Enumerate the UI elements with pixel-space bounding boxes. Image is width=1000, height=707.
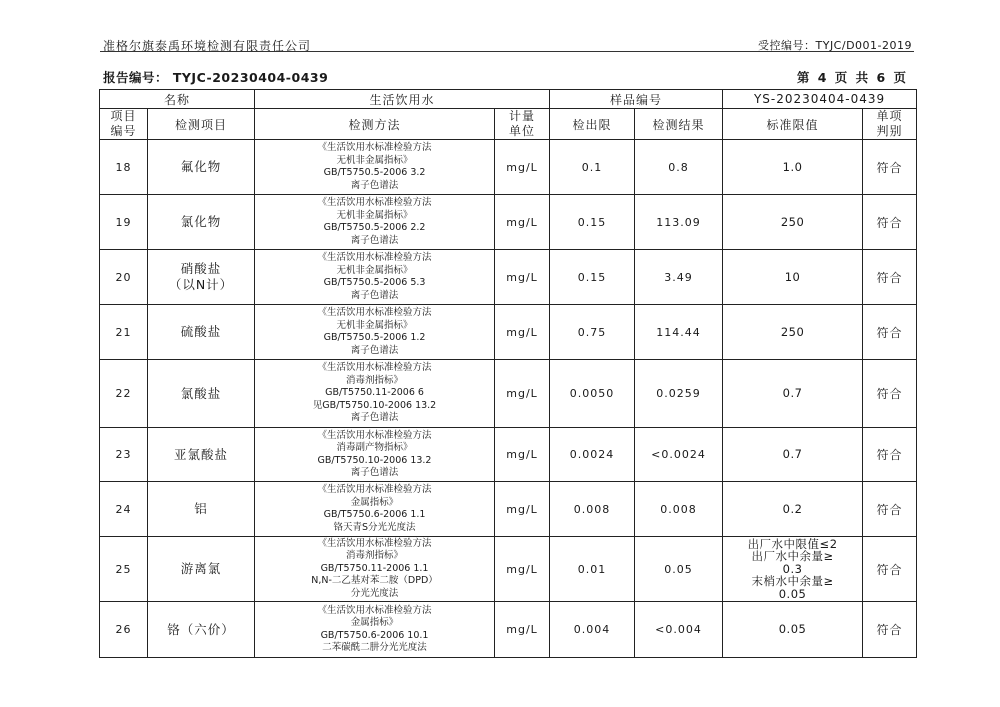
item-number: 24 xyxy=(100,482,148,537)
judgement: 符合 xyxy=(863,482,917,537)
judgement: 符合 xyxy=(863,195,917,250)
text-line: 《生活饮用水标准检验方法 xyxy=(317,252,432,263)
text-line: 离子色谱法 xyxy=(350,179,399,191)
text-line: GB/T5750.11-2006 6 xyxy=(325,387,424,399)
company-name: 准格尔旗泰禹环境检测有限责任公司 xyxy=(103,39,312,53)
col-header-standard: 标准限值 xyxy=(723,109,863,140)
text-line: 游离氯 xyxy=(180,561,222,576)
test-method xyxy=(255,428,495,482)
report-number: 报告编号： TYJC-20230404-0439 xyxy=(103,70,329,85)
test-method xyxy=(255,602,495,658)
text-line: 无机非金属指标》 xyxy=(336,319,413,331)
text-line: GB/T5750.5-2006 1.2 xyxy=(323,332,426,343)
item-name xyxy=(148,428,255,482)
item-name xyxy=(148,140,255,195)
unit: mg/L xyxy=(495,140,550,195)
detection-limit: 0.0024 xyxy=(550,428,635,482)
text-line: 分光光度法 xyxy=(350,587,399,599)
test-result: 0.8 xyxy=(635,140,723,195)
judgement: 符合 xyxy=(863,602,917,658)
header-divider xyxy=(100,51,914,52)
test-method xyxy=(255,482,495,537)
judgement: 符合 xyxy=(863,428,917,482)
text-line: 250 xyxy=(780,214,805,229)
item-number: 20 xyxy=(100,250,148,305)
text-line: N,N-二乙基对苯二胺（DPD） xyxy=(311,575,438,587)
control-number: 受控编号：TYJC/D001-2019 xyxy=(758,39,912,52)
judgement: 符合 xyxy=(863,537,917,602)
text-line: 《生活饮用水标准检验方法 xyxy=(317,604,432,616)
col-header-result: 检测结果 xyxy=(635,109,723,140)
table-row xyxy=(100,537,917,602)
col-header-unit: 计量 单位 xyxy=(495,109,550,140)
page-info: 第 4 页 共 6 页 xyxy=(796,70,908,85)
text-line: 《生活饮用水标准检验方法 xyxy=(317,197,432,208)
text-line: 《生活饮用水标准检验方法 xyxy=(317,484,432,495)
standard-limit xyxy=(723,602,863,658)
test-result: <0.0024 xyxy=(635,428,723,482)
test-result: 0.008 xyxy=(635,482,723,537)
item-number: 21 xyxy=(100,305,148,360)
detection-limit: 0.004 xyxy=(550,602,635,658)
text-line: 铬天青S分光光度法 xyxy=(333,521,416,533)
text-line: GB/T5750.5-2006 5.3 xyxy=(323,277,426,288)
test-method xyxy=(255,140,495,195)
judgement: 符合 xyxy=(863,250,917,305)
text-line: 《生活饮用水标准检验方法 xyxy=(317,142,432,153)
detection-limit: 0.15 xyxy=(550,195,635,250)
text-line: 《生活饮用水标准检验方法 xyxy=(317,307,432,318)
unit: mg/L xyxy=(495,428,550,482)
sample-no-value: YS-20230404-0439 xyxy=(723,90,917,109)
item-name xyxy=(148,195,255,250)
text-line: 《生活饮用水标准检验方法 xyxy=(317,362,432,374)
text-line: 0.3 xyxy=(782,561,803,576)
item-name xyxy=(148,602,255,658)
name-label: 名称 xyxy=(100,90,255,109)
text-line: （以N计） xyxy=(168,277,234,292)
test-result: 3.49 xyxy=(635,250,723,305)
table-row xyxy=(100,482,917,537)
text-line: 0.7 xyxy=(782,447,803,462)
standard-limit xyxy=(723,482,863,537)
item-number: 26 xyxy=(100,602,148,658)
text-line: 0.2 xyxy=(782,501,803,516)
item-number: 23 xyxy=(100,428,148,482)
text-line: 金属指标》 xyxy=(350,617,399,628)
text-line: 消毒副产物指标》 xyxy=(336,442,413,453)
text-line: 氯酸盐 xyxy=(180,385,222,401)
item-number: 19 xyxy=(100,195,148,250)
item-name xyxy=(148,360,255,428)
text-line: 硝酸盐 xyxy=(180,261,222,276)
unit: mg/L xyxy=(495,250,550,305)
results-table xyxy=(99,89,917,658)
text-line: 硫酸盐 xyxy=(180,324,222,339)
table-row xyxy=(100,140,917,195)
text-line: 《生活饮用水标准检验方法 xyxy=(317,537,432,549)
detection-limit: 0.008 xyxy=(550,482,635,537)
test-result: 0.05 xyxy=(635,537,723,602)
text-line: 离子色谱法 xyxy=(350,467,399,478)
unit: mg/L xyxy=(495,482,550,537)
test-method xyxy=(255,305,495,360)
test-result: 114.44 xyxy=(635,305,723,360)
detection-limit: 0.1 xyxy=(550,140,635,195)
name-row xyxy=(100,90,917,109)
unit: mg/L xyxy=(495,195,550,250)
test-method xyxy=(255,195,495,250)
item-number: 18 xyxy=(100,140,148,195)
item-name xyxy=(148,305,255,360)
text-line: 金属指标》 xyxy=(350,496,399,508)
detection-limit: 0.0050 xyxy=(550,360,635,428)
text-line: 离子色谱法 xyxy=(350,344,399,356)
column-header-row xyxy=(100,109,917,140)
name-value: 生活饮用水 xyxy=(255,90,550,109)
col-header-limit: 检出限 xyxy=(550,109,635,140)
text-line: 无机非金属指标》 xyxy=(336,154,413,166)
standard-limit xyxy=(723,360,863,428)
table-row xyxy=(100,428,917,482)
text-line: 铝 xyxy=(194,501,208,516)
text-line: 氯化物 xyxy=(180,214,222,229)
text-line: 见GB/T5750.10-2006 13.2 xyxy=(312,399,437,411)
table-row xyxy=(100,305,917,360)
test-result: <0.004 xyxy=(635,602,723,658)
text-line: 10 xyxy=(784,269,801,284)
text-line: 二苯碳酰二肼分光光度法 xyxy=(322,642,427,653)
text-line: 0.7 xyxy=(782,386,803,401)
unit: mg/L xyxy=(495,360,550,428)
text-line: 无机非金属指标》 xyxy=(336,264,413,276)
col-header-item: 检测项目 xyxy=(148,109,255,140)
text-line: 亚氯酸盐 xyxy=(174,446,229,462)
test-method xyxy=(255,537,495,602)
item-number: 22 xyxy=(100,360,148,428)
standard-limit xyxy=(723,140,863,195)
detection-limit: 0.15 xyxy=(550,250,635,305)
text-line: 末梢水中余量≥ xyxy=(751,574,834,589)
text-line: GB/T5750.11-2006 1.1 xyxy=(320,562,429,574)
text-line: GB/T5750.5-2006 2.2 xyxy=(323,222,426,233)
text-line: 消毒剂指标》 xyxy=(346,374,404,386)
standard-limit xyxy=(723,195,863,250)
text-line: 离子色谱法 xyxy=(350,234,399,246)
text-line: 《生活饮用水标准检验方法 xyxy=(317,429,432,441)
standard-limit xyxy=(723,428,863,482)
test-method xyxy=(255,250,495,305)
table-row xyxy=(100,360,917,428)
item-name xyxy=(148,250,255,305)
item-name xyxy=(148,482,255,537)
text-line: GB/T5750.6-2006 1.1 xyxy=(323,509,426,520)
col-header-no: 项目 编号 xyxy=(100,109,148,140)
standard-limit xyxy=(723,305,863,360)
judgement: 符合 xyxy=(863,140,917,195)
text-line: 出厂水中限值≤2 xyxy=(747,536,838,551)
col-header-method: 检测方法 xyxy=(255,109,495,140)
standard-limit xyxy=(723,250,863,305)
text-line: 铬（六价） xyxy=(167,621,235,637)
text-line: GB/T5750.10-2006 13.2 xyxy=(317,454,432,466)
text-line: 消毒剂指标》 xyxy=(346,550,404,562)
text-line: GB/T5750.5-2006 3.2 xyxy=(323,167,426,178)
table-row xyxy=(100,602,917,658)
judgement: 符合 xyxy=(863,360,917,428)
item-name xyxy=(148,537,255,602)
test-method xyxy=(255,360,495,428)
text-line: 离子色谱法 xyxy=(350,289,399,301)
text-line: GB/T5750.6-2006 10.1 xyxy=(320,629,429,641)
text-line: 0.05 xyxy=(778,586,807,601)
text-line: 250 xyxy=(780,324,805,339)
text-line: 1.0 xyxy=(782,159,803,174)
item-number: 25 xyxy=(100,537,148,602)
test-result: 0.0259 xyxy=(635,360,723,428)
text-line: 无机非金属指标》 xyxy=(336,209,413,221)
standard-limit xyxy=(723,537,863,602)
text-line: 氟化物 xyxy=(180,159,222,174)
test-result: 113.09 xyxy=(635,195,723,250)
detection-limit: 0.75 xyxy=(550,305,635,360)
unit: mg/L xyxy=(495,602,550,658)
text-line: 离子色谱法 xyxy=(350,412,399,424)
text-line: 0.05 xyxy=(778,622,807,637)
unit: mg/L xyxy=(495,305,550,360)
detection-limit: 0.01 xyxy=(550,537,635,602)
sample-no-label: 样品编号 xyxy=(550,90,723,109)
col-header-judge: 单项 判别 xyxy=(863,109,917,140)
text-line: 出厂水中余量≥ xyxy=(751,549,834,564)
judgement: 符合 xyxy=(863,305,917,360)
unit: mg/L xyxy=(495,537,550,602)
table-row xyxy=(100,195,917,250)
table-row xyxy=(100,250,917,305)
